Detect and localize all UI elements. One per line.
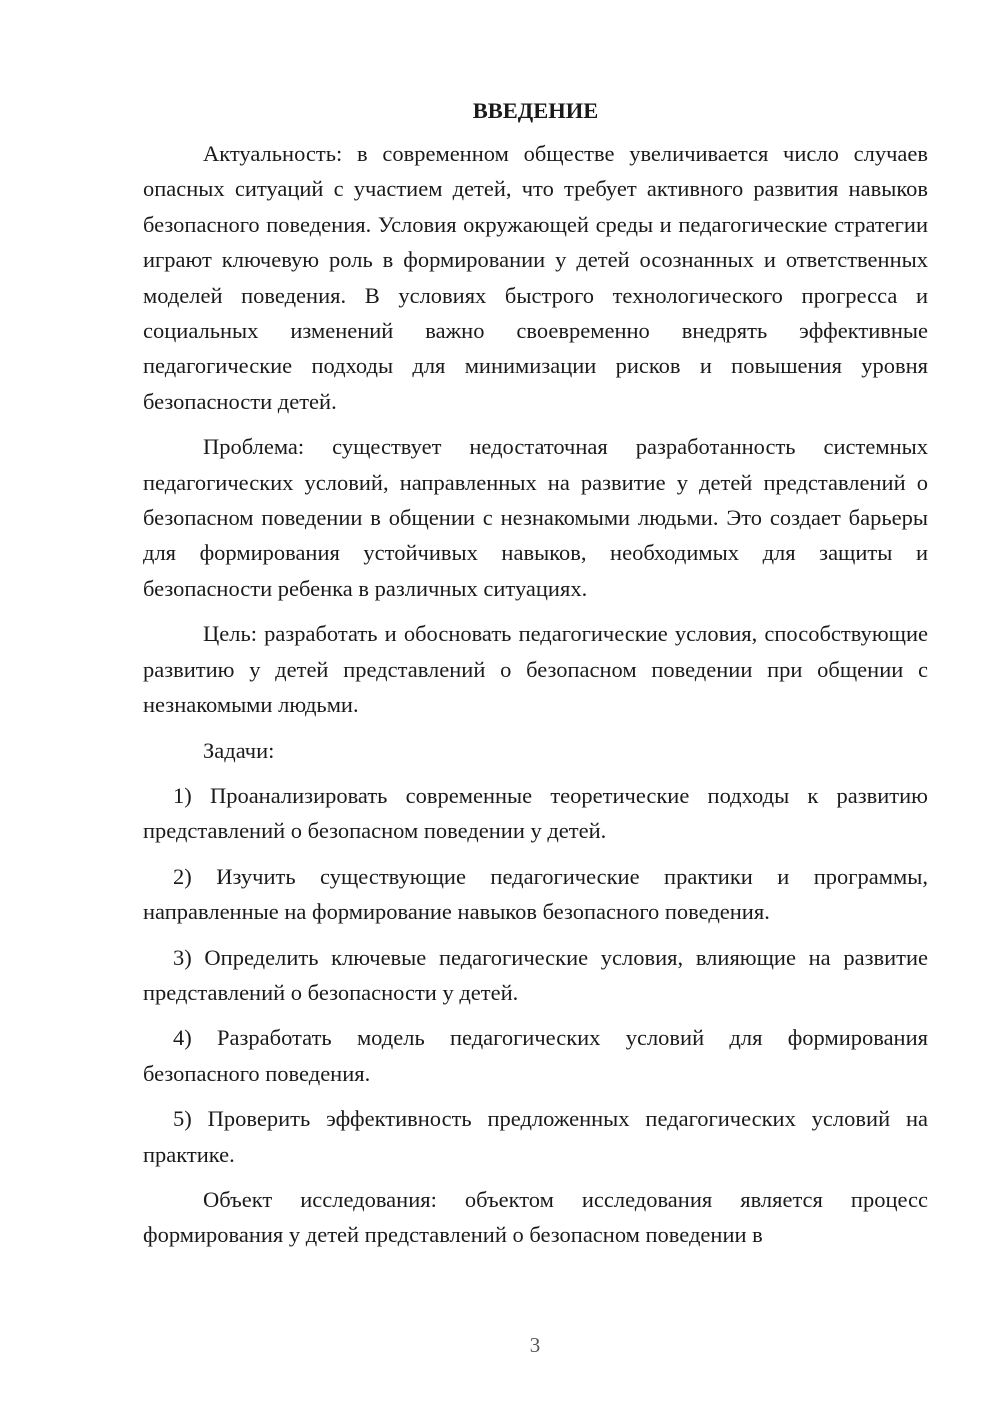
task-item: 5) Проверить эффективность предложенных педагогических условий на практике. (143, 1106, 928, 1167)
paragraph-object: Объект исследования: объектом исследования является процесс формирования у детей представлений о безопасном поведении в (143, 1186, 928, 1248)
task-item: 4) Разработать модель педагогических условий для формирования безопасного поведения. (143, 1025, 928, 1086)
section-title: ВВЕДЕНИЕ (472, 98, 599, 123)
page-number: 3 (529, 1333, 541, 1357)
paragraph-problem: Проблема: существует недостаточная разработанность системных педагогических условий, направленных на развитие у детей представлений о безопасном поведении в общении с незнакомыми людьми. Это создает барьеры для формирования устойчивых навыков, необходимых для защиты и безопасности ребенка в различных ситуациях. (143, 434, 928, 601)
task-item: 3) Определить ключевые педагогические условия, влияющие на развитие представлений о безопасности у детей. (143, 944, 928, 1005)
page-content (143, 96, 928, 1263)
task-item: 1) Проанализировать современные теоретические подходы к развитию представлений о безопасном поведении у детей. (143, 782, 928, 844)
task-item: 2) Изучить существующие педагогические практики и программы, направленные на формирование навыков безопасного поведения. (143, 863, 928, 925)
tasks-heading: Задачи: (203, 737, 275, 763)
paragraph-relevance: Актуальность: в современном обществе увеличивается число случаев опасных ситуаций с участием детей, что требует активного развития навыков безопасного поведения. Условия окружающей среды и педагогические стратегии играют ключевую роль в формировании у детей осознанных и ответственных моделей поведения. В условиях быстрого технологического прогресса и социальных изменений важно своевременно внедрять эффективные педагогические подходы для минимизации рисков и повышения уровня безопасности детей. (143, 141, 928, 414)
paragraph-goal: Цель: разработать и обосновать педагогические условия, способствующие развитию у детей представлений о безопасном поведении при общении с незнакомыми людьми. (143, 621, 928, 718)
